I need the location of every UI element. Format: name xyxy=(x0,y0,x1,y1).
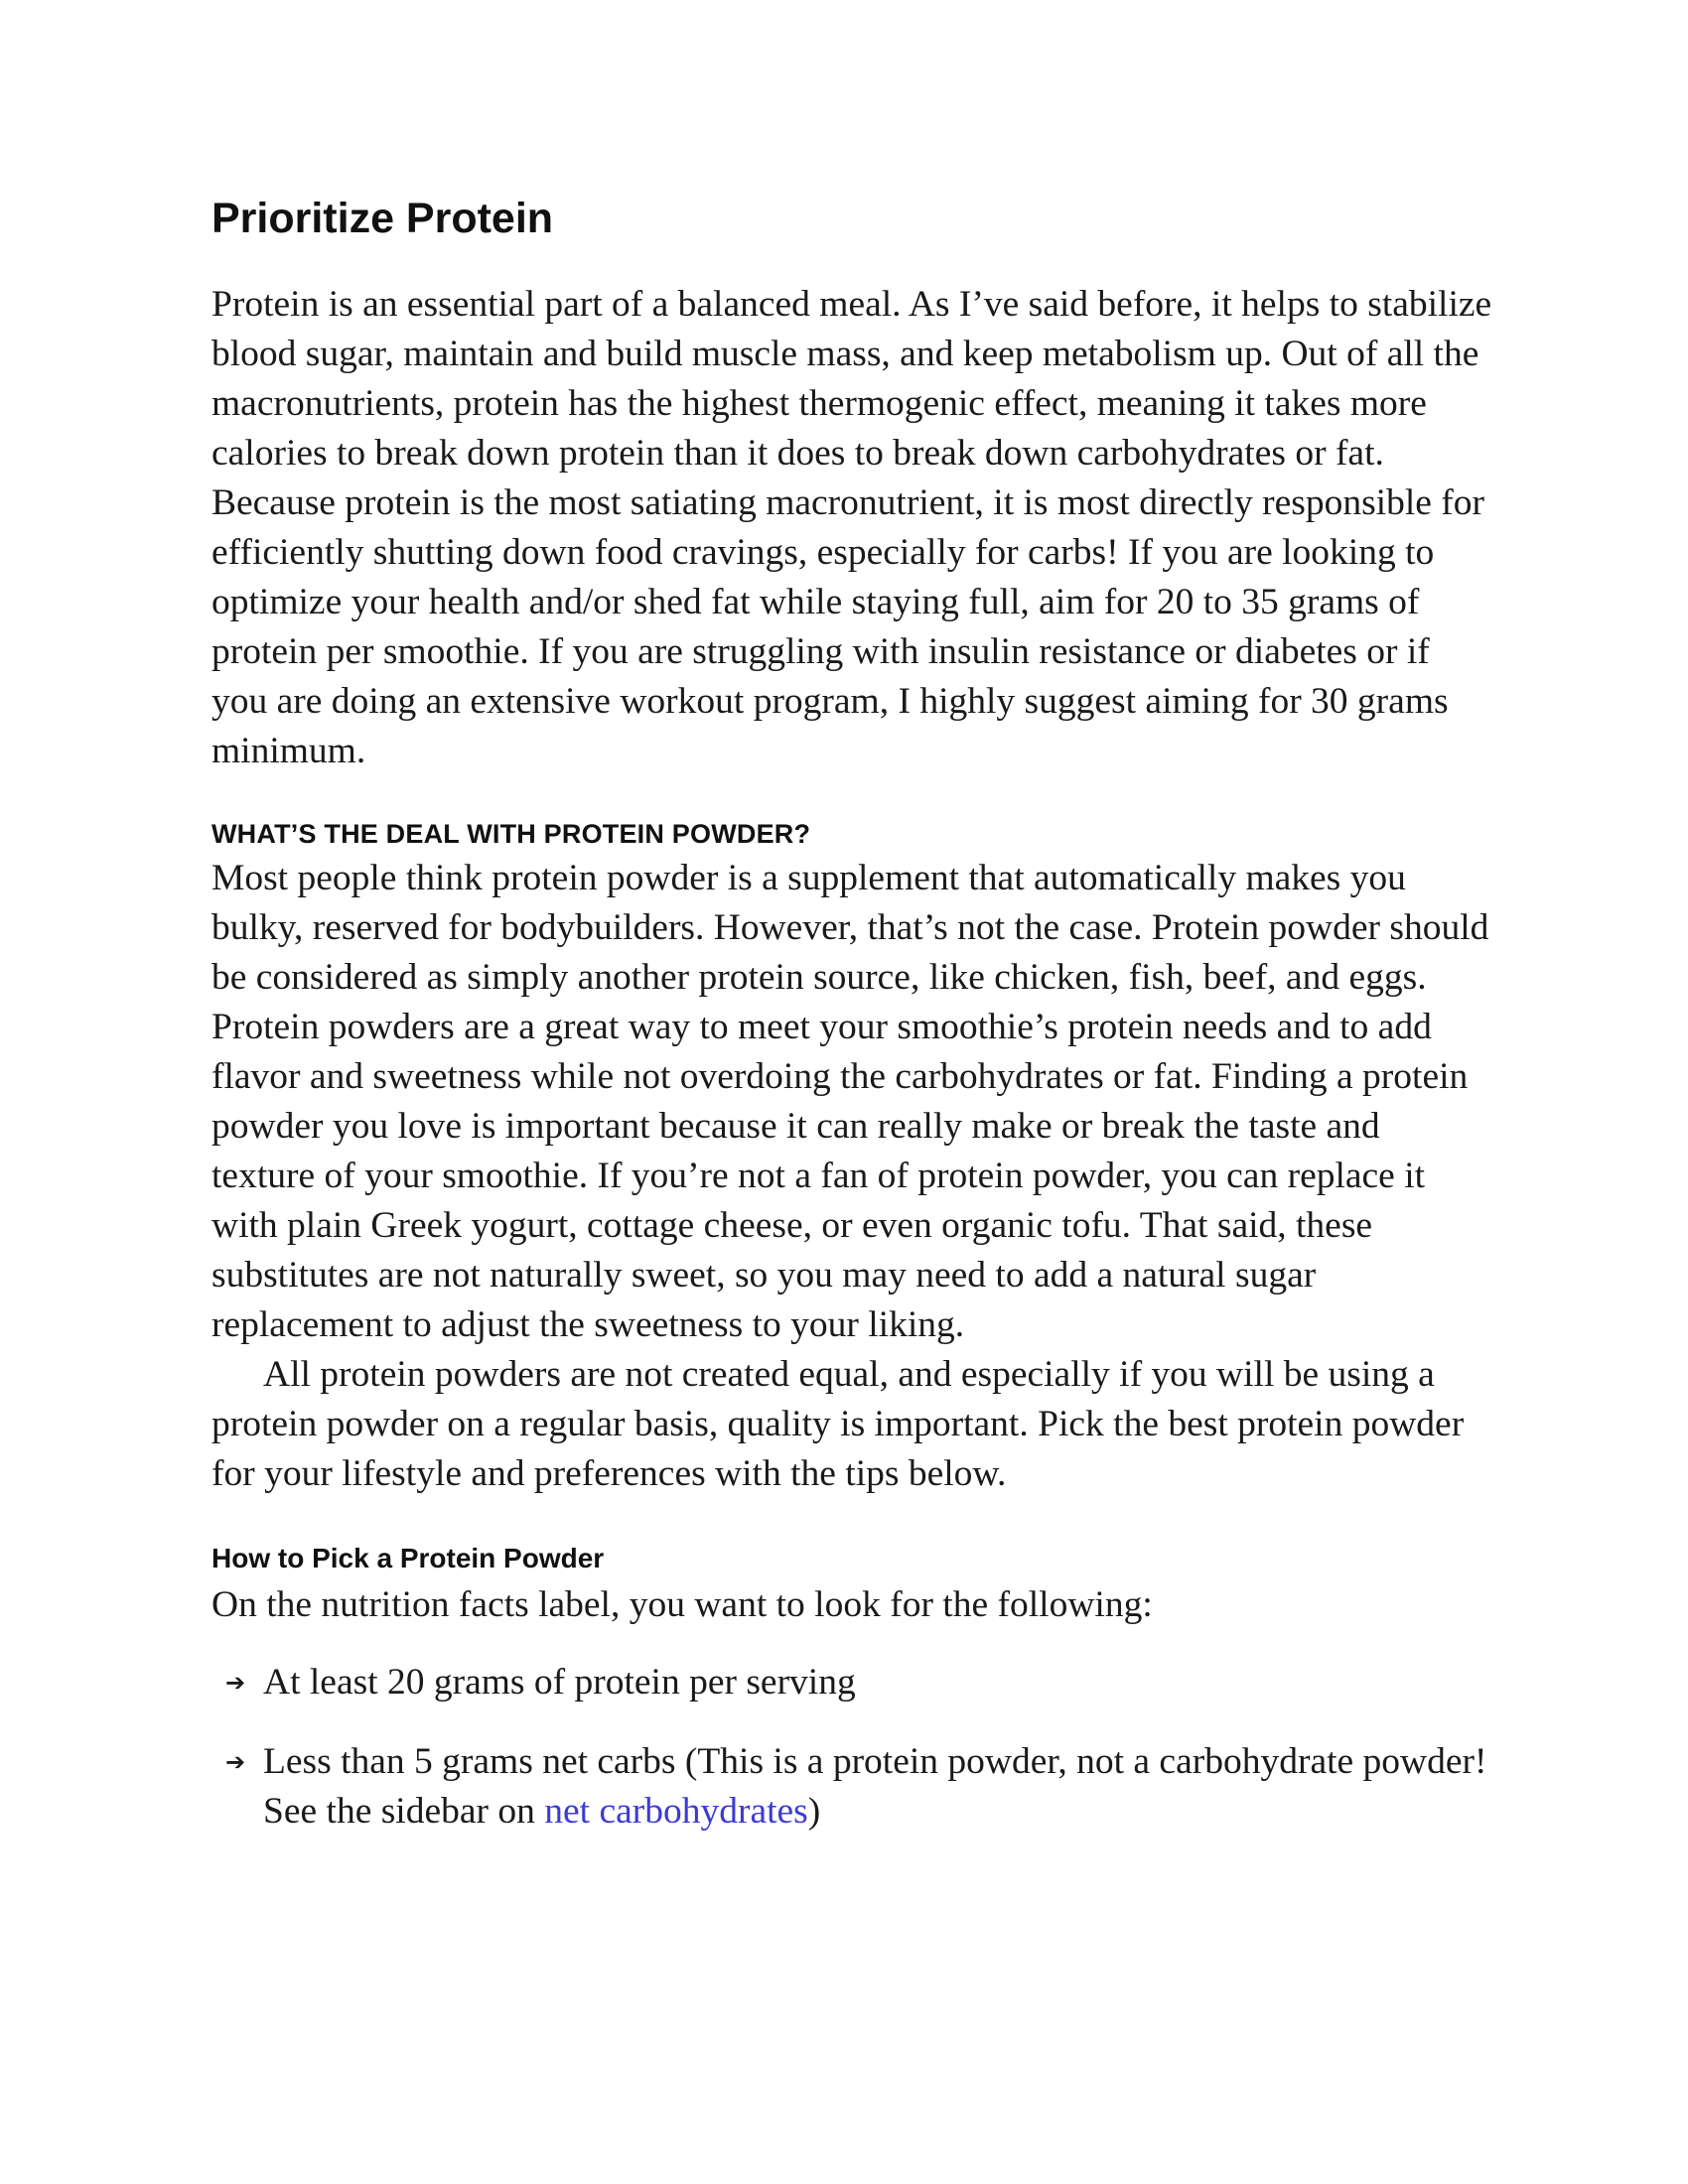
intro-paragraph: Protein is an essential part of a balanced meal. As I’ve said before, it helps to stabilize blood sugar, maintain and build muscle mass, and keep metabolism up. Out of all the macronutrients, protein has the highest thermogenic effect, meaning it takes more calories to break down protein than it does to break down carbohydrates or fat. Because protein is the most satiating macronutrient, it is most directly responsible for efficiently shutting down food cravings, especially for carbs! If you are looking to optimize your health and/or shed fat while staying full, aim for 20 to 35 grams of protein per smoothie. If you are struggling with insulin resistance or diabetes or if you are doing an extensive workout program, I highly suggest aiming for 30 grams minimum. xyxy=(211,284,1492,771)
list-item xyxy=(211,1658,1492,1707)
list-item-text-before: Less than 5 grams net carbs (This is a protein powder, not a carbohydrate powder! See the sidebar on xyxy=(263,1741,1487,1832)
how-to-pick-intro: On the nutrition facts label, you want to look for the following: xyxy=(211,1584,1153,1625)
protein-powder-paragraph-1: Most people think protein powder is a supplement that automatically makes you bulky, reserved for bodybuilders. However, that’s not the case. Protein powder should be considered as simply another protein source, like chicken, fish, beef, and eggs. Protein powders are a great way to meet your smoothie’s protein needs and to add flavor and sweetness while not overdoing the carbohydrates or fat. Finding a protein powder you love is important because it can really make or break the taste and texture of your smoothie. If you’re not a fan of protein powder, you can replace it with plain Greek yogurt, cottage cheese, or even organic tofu. That said, these substitutes are not naturally sweet, so you may need to add a natural sugar replacement to adjust the sweetness to your liking. xyxy=(211,858,1489,1345)
arrow-right-icon: ➔ xyxy=(225,1748,246,1776)
criteria-list xyxy=(211,1658,1492,1837)
protein-powder-heading: WHAT’S THE DEAL WITH PROTEIN POWDER? xyxy=(211,819,811,849)
how-to-pick-heading: How to Pick a Protein Powder xyxy=(211,1543,605,1573)
section-title: Prioritize Protein xyxy=(211,195,554,242)
arrow-right-icon: ➔ xyxy=(225,1669,246,1697)
page-content xyxy=(211,189,1492,1866)
net-carbohydrates-link[interactable]: net carbohydrates xyxy=(544,1791,808,1832)
protein-powder-paragraph-2: All protein powders are not created equal, and especially if you will be using a protein powder on a regular basis, quality is important. Pick the best protein powder for your lifestyle and preferences with the tips below. xyxy=(211,1354,1465,1494)
list-item-text-after: ) xyxy=(807,1791,821,1832)
list-item xyxy=(211,1737,1492,1837)
list-item-text: At least 20 grams of protein per serving xyxy=(263,1662,856,1703)
